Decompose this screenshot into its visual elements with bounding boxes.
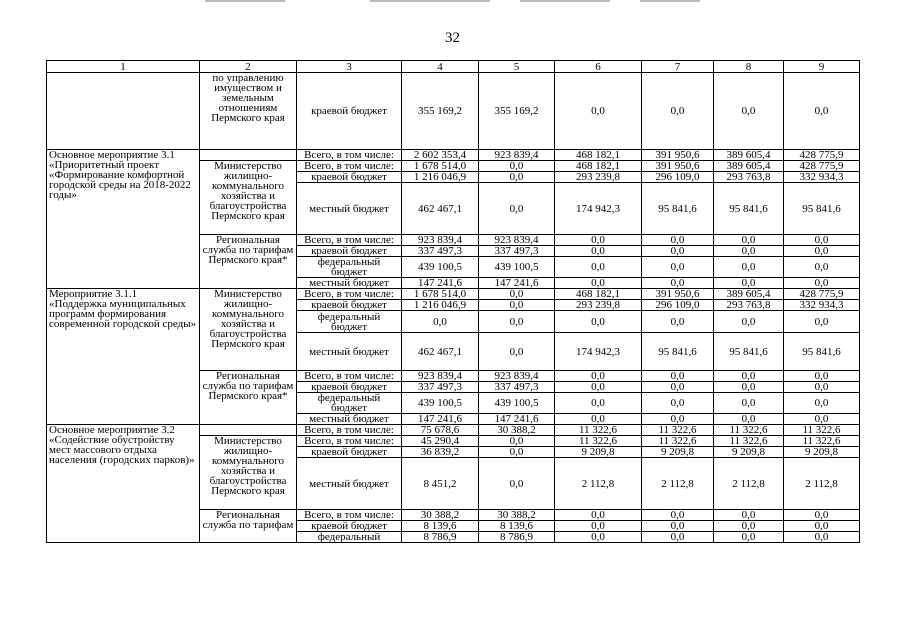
amount-cell: 8 139,6 (402, 521, 479, 532)
amount-cell: 0,0 (714, 235, 784, 246)
amount-cell: 147 241,6 (402, 414, 479, 425)
amount-cell: 0,0 (555, 521, 642, 532)
amount-cell: 9 209,8 (714, 447, 784, 458)
amount-cell: 296 109,0 (642, 172, 714, 183)
amount-cell: 296 109,0 (642, 300, 714, 311)
amount-cell: 2 112,8 (642, 458, 714, 510)
funding-source-cell: краевой бюджет (297, 300, 402, 311)
amount-cell: 0,0 (555, 246, 642, 257)
amount-cell: 439 100,5 (479, 393, 555, 414)
amount-cell: 11 322,6 (642, 436, 714, 447)
table-header-row (47, 61, 860, 73)
amount-cell: 355 169,2 (402, 73, 479, 150)
organization-cell: Региональная служба по тарифам Пермского края* (200, 371, 297, 425)
amount-cell: 0,0 (642, 414, 714, 425)
amount-cell: 0,0 (714, 414, 784, 425)
column-number-header: 4 (402, 61, 479, 73)
amount-cell: 1 678 514,0 (402, 161, 479, 172)
amount-cell: 355 169,2 (479, 73, 555, 150)
column-number-header: 8 (714, 61, 784, 73)
amount-cell: 0,0 (642, 73, 714, 150)
amount-cell: 462 467,1 (402, 333, 479, 371)
amount-cell: 428 775,9 (784, 150, 860, 161)
amount-cell: 11 322,6 (714, 436, 784, 447)
funding-source-cell: местный бюджет (297, 333, 402, 371)
amount-cell: 293 763,8 (714, 300, 784, 311)
amount-cell: 0,0 (642, 257, 714, 278)
amount-cell: 0,0 (714, 246, 784, 257)
amount-cell: 95 841,6 (714, 183, 784, 235)
amount-cell: 389 605,4 (714, 289, 784, 300)
amount-cell: 293 763,8 (714, 172, 784, 183)
amount-cell: 0,0 (555, 235, 642, 246)
organization-cell (200, 150, 297, 161)
amount-cell: 0,0 (555, 311, 642, 333)
funding-source-cell: Всего, в том числе: (297, 425, 402, 436)
amount-cell: 11 322,6 (784, 425, 860, 436)
funding-source-cell: Всего, в том числе: (297, 235, 402, 246)
amount-cell: 95 841,6 (642, 183, 714, 235)
amount-cell: 1 216 046,9 (402, 300, 479, 311)
amount-cell: 0,0 (714, 510, 784, 521)
amount-cell: 0,0 (555, 73, 642, 150)
amount-cell: 332 934,3 (784, 172, 860, 183)
amount-cell: 0,0 (642, 532, 714, 543)
activity-cell: Основное мероприятие 3.1 «Приоритетный проект «Формирование комфортной городской среды на 2018-2022 годы» (47, 150, 200, 289)
column-number-header: 9 (784, 61, 860, 73)
funding-source-cell: краевой бюджет (297, 73, 402, 150)
column-number-header: 3 (297, 61, 402, 73)
column-number-header: 7 (642, 61, 714, 73)
funding-source-cell: краевой бюджет (297, 521, 402, 532)
amount-cell: 2 602 353,4 (402, 150, 479, 161)
amount-cell: 0,0 (642, 393, 714, 414)
amount-cell: 95 841,6 (784, 333, 860, 371)
amount-cell: 8 786,9 (402, 532, 479, 543)
amount-cell: 0,0 (784, 246, 860, 257)
funding-source-cell: местный бюджет (297, 183, 402, 235)
amount-cell: 468 182,1 (555, 150, 642, 161)
amount-cell: 0,0 (479, 333, 555, 371)
amount-cell: 428 775,9 (784, 289, 860, 300)
amount-cell: 439 100,5 (402, 393, 479, 414)
amount-cell: 391 950,6 (642, 161, 714, 172)
amount-cell: 0,0 (784, 532, 860, 543)
amount-cell: 9 209,8 (555, 447, 642, 458)
amount-cell: 337 497,3 (402, 382, 479, 393)
amount-cell: 11 322,6 (714, 425, 784, 436)
amount-cell: 9 209,8 (642, 447, 714, 458)
amount-cell: 439 100,5 (479, 257, 555, 278)
activity-cell: Мероприятие 3.1.1 «Поддержка муниципальных программ формирования современной городской среды» (47, 289, 200, 425)
amount-cell: 0,0 (642, 278, 714, 289)
amount-cell: 0,0 (479, 289, 555, 300)
amount-cell: 391 950,6 (642, 289, 714, 300)
amount-cell: 0,0 (642, 382, 714, 393)
organization-cell: Министерство жилищно-коммунального хозяйства и благоустройства Пермского края (200, 289, 297, 371)
amount-cell: 0,0 (714, 73, 784, 150)
amount-cell: 0,0 (714, 311, 784, 333)
amount-cell: 923 839,4 (479, 235, 555, 246)
amount-cell: 0,0 (479, 161, 555, 172)
amount-cell: 147 241,6 (479, 278, 555, 289)
amount-cell: 11 322,6 (784, 436, 860, 447)
amount-cell: 147 241,6 (402, 278, 479, 289)
amount-cell: 0,0 (714, 257, 784, 278)
amount-cell: 389 605,4 (714, 150, 784, 161)
amount-cell: 0,0 (784, 521, 860, 532)
amount-cell: 391 950,6 (642, 150, 714, 161)
scan-top-edge (0, 0, 905, 3)
page-number: 32 (445, 30, 460, 46)
amount-cell: 0,0 (714, 393, 784, 414)
funding-source-cell: Всего, в том числе: (297, 161, 402, 172)
amount-cell: 337 497,3 (479, 246, 555, 257)
amount-cell: 0,0 (784, 311, 860, 333)
funding-source-cell: местный бюджет (297, 458, 402, 510)
amount-cell: 0,0 (555, 510, 642, 521)
amount-cell: 0,0 (479, 311, 555, 333)
amount-cell: 0,0 (555, 414, 642, 425)
amount-cell: 2 112,8 (714, 458, 784, 510)
amount-cell: 0,0 (714, 278, 784, 289)
amount-cell: 0,0 (479, 183, 555, 235)
funding-source-cell: федеральный бюджет (297, 311, 402, 333)
amount-cell: 95 841,6 (784, 183, 860, 235)
amount-cell: 174 942,3 (555, 183, 642, 235)
funding-source-cell: Всего, в том числе: (297, 510, 402, 521)
amount-cell: 0,0 (784, 382, 860, 393)
amount-cell: 0,0 (479, 447, 555, 458)
budget-table (46, 60, 860, 543)
amount-cell: 0,0 (714, 382, 784, 393)
funding-source-cell: Всего, в том числе: (297, 289, 402, 300)
funding-source-cell: местный бюджет (297, 278, 402, 289)
organization-cell: Региональная служба по тарифам (200, 510, 297, 543)
amount-cell: 0,0 (555, 257, 642, 278)
amount-cell: 30 388,2 (402, 510, 479, 521)
amount-cell: 923 839,4 (479, 150, 555, 161)
amount-cell: 0,0 (555, 382, 642, 393)
amount-cell: 0,0 (784, 257, 860, 278)
column-number-header: 2 (200, 61, 297, 73)
amount-cell: 923 839,4 (402, 371, 479, 382)
amount-cell: 0,0 (784, 414, 860, 425)
table-row (47, 289, 860, 300)
funding-source-cell: краевой бюджет (297, 172, 402, 183)
column-number-header: 5 (479, 61, 555, 73)
amount-cell: 337 497,3 (402, 246, 479, 257)
activity-cell: Основное мероприятие 3.2 «Содействие обустройству мест массового отдыха населения (городских парков)» (47, 425, 200, 543)
amount-cell: 332 934,3 (784, 300, 860, 311)
column-number-header: 6 (555, 61, 642, 73)
amount-cell: 0,0 (479, 436, 555, 447)
funding-source-cell: федеральный бюджет (297, 257, 402, 278)
column-number-header: 1 (47, 61, 200, 73)
funding-source-cell: Всего, в том числе: (297, 436, 402, 447)
funding-source-cell: федеральный бюджет (297, 393, 402, 414)
amount-cell: 2 112,8 (555, 458, 642, 510)
funding-source-cell: федеральный (297, 532, 402, 543)
amount-cell: 923 839,4 (479, 371, 555, 382)
amount-cell: 0,0 (479, 458, 555, 510)
organization-cell: Министерство жилищно-коммунального хозяйства и благоустройства Пермского края (200, 436, 297, 510)
amount-cell: 0,0 (479, 300, 555, 311)
amount-cell: 0,0 (714, 521, 784, 532)
amount-cell: 45 290,4 (402, 436, 479, 447)
amount-cell: 0,0 (784, 235, 860, 246)
amount-cell: 468 182,1 (555, 161, 642, 172)
amount-cell: 95 841,6 (642, 333, 714, 371)
amount-cell: 95 841,6 (714, 333, 784, 371)
amount-cell: 293 239,8 (555, 300, 642, 311)
amount-cell: 0,0 (555, 278, 642, 289)
amount-cell: 2 112,8 (784, 458, 860, 510)
organization-cell: по управлению имуществом и земельным отношениям Пермского края (200, 73, 297, 150)
amount-cell: 439 100,5 (402, 257, 479, 278)
amount-cell: 293 239,8 (555, 172, 642, 183)
table-row (47, 73, 860, 150)
amount-cell: 0,0 (642, 371, 714, 382)
amount-cell: 11 322,6 (642, 425, 714, 436)
amount-cell: 0,0 (642, 311, 714, 333)
amount-cell: 462 467,1 (402, 183, 479, 235)
amount-cell: 0,0 (402, 311, 479, 333)
amount-cell: 8 451,2 (402, 458, 479, 510)
amount-cell: 0,0 (784, 393, 860, 414)
amount-cell: 8 786,9 (479, 532, 555, 543)
amount-cell: 1 678 514,0 (402, 289, 479, 300)
amount-cell: 428 775,9 (784, 161, 860, 172)
amount-cell: 30 388,2 (479, 510, 555, 521)
amount-cell: 923 839,4 (402, 235, 479, 246)
amount-cell: 75 678,6 (402, 425, 479, 436)
funding-source-cell: Всего, в том числе: (297, 371, 402, 382)
amount-cell: 0,0 (642, 510, 714, 521)
amount-cell: 0,0 (642, 246, 714, 257)
funding-source-cell: краевой бюджет (297, 447, 402, 458)
amount-cell: 0,0 (555, 371, 642, 382)
amount-cell: 0,0 (555, 532, 642, 543)
amount-cell: 36 839,2 (402, 447, 479, 458)
amount-cell: 174 942,3 (555, 333, 642, 371)
activity-cell (47, 73, 200, 150)
amount-cell: 0,0 (642, 521, 714, 532)
amount-cell: 468 182,1 (555, 289, 642, 300)
funding-source-cell: краевой бюджет (297, 382, 402, 393)
table-row (47, 425, 860, 436)
organization-cell (200, 425, 297, 436)
organization-cell: Региональная служба по тарифам Пермского края* (200, 235, 297, 289)
funding-source-cell: местный бюджет (297, 414, 402, 425)
amount-cell: 0,0 (479, 172, 555, 183)
amount-cell: 0,0 (714, 371, 784, 382)
amount-cell: 0,0 (784, 510, 860, 521)
amount-cell: 0,0 (784, 371, 860, 382)
amount-cell: 8 139,6 (479, 521, 555, 532)
amount-cell: 9 209,8 (784, 447, 860, 458)
funding-source-cell: Всего, в том числе: (297, 150, 402, 161)
amount-cell: 0,0 (555, 393, 642, 414)
amount-cell: 0,0 (714, 532, 784, 543)
amount-cell: 337 497,3 (479, 382, 555, 393)
amount-cell: 0,0 (784, 73, 860, 150)
amount-cell: 0,0 (784, 278, 860, 289)
amount-cell: 389 605,4 (714, 161, 784, 172)
funding-source-cell: краевой бюджет (297, 246, 402, 257)
amount-cell: 11 322,6 (555, 436, 642, 447)
table-row (47, 150, 860, 161)
amount-cell: 11 322,6 (555, 425, 642, 436)
amount-cell: 147 241,6 (479, 414, 555, 425)
organization-cell: Министерство жилищно-коммунального хозяйства и благоустройства Пермского края (200, 161, 297, 235)
amount-cell: 0,0 (642, 235, 714, 246)
amount-cell: 30 388,2 (479, 425, 555, 436)
amount-cell: 1 216 046,9 (402, 172, 479, 183)
